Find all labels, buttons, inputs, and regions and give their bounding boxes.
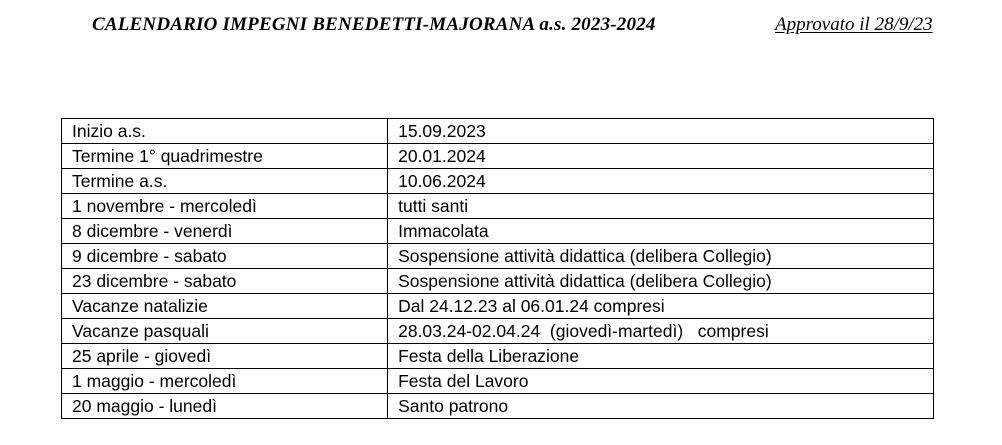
table-row	[62, 219, 934, 244]
row-label-cell: Vacanze natalizie	[62, 294, 388, 319]
table-row	[62, 344, 934, 369]
table-row	[62, 294, 934, 319]
calendar-table	[61, 118, 934, 419]
row-label-cell: 1 maggio - mercoledì	[62, 369, 388, 394]
approval-note: Approvato il 28/9/23	[775, 14, 933, 35]
row-value-cell: Festa del Lavoro	[388, 369, 934, 394]
table-row	[62, 169, 934, 194]
row-label-cell: 8 dicembre - venerdì	[62, 219, 388, 244]
calendar-table-body	[62, 119, 934, 419]
row-value-cell: tutti santi	[388, 194, 934, 219]
row-value-cell: Festa della Liberazione	[388, 344, 934, 369]
table-row	[62, 369, 934, 394]
table-row	[62, 194, 934, 219]
table-row	[62, 144, 934, 169]
table-row	[62, 119, 934, 144]
row-value-cell: 10.06.2024	[388, 169, 934, 194]
row-label-cell: 1 novembre - mercoledì	[62, 194, 388, 219]
table-row	[62, 319, 934, 344]
row-value-cell: Sospensione attività didattica (delibera Collegio)	[388, 244, 934, 269]
row-label-cell: Vacanze pasquali	[62, 319, 388, 344]
row-label-cell: Termine a.s.	[62, 169, 388, 194]
row-label-cell: 20 maggio - lunedì	[62, 394, 388, 419]
document-header	[92, 14, 992, 44]
row-value-cell: 20.01.2024	[388, 144, 934, 169]
row-label-cell: 23 dicembre - sabato	[62, 269, 388, 294]
row-value-cell: Sospensione attività didattica (delibera Collegio)	[388, 269, 934, 294]
table-row	[62, 244, 934, 269]
row-value-cell: Dal 24.12.23 al 06.01.24 compresi	[388, 294, 934, 319]
document-title: CALENDARIO IMPEGNI BENEDETTI-MAJORANA a.s. 2023-2024	[92, 14, 656, 35]
row-label-cell: Inizio a.s.	[62, 119, 388, 144]
row-value-cell: 15.09.2023	[388, 119, 934, 144]
row-value-cell: Immacolata	[388, 219, 934, 244]
row-value-cell: 28.03.24-02.04.24 (giovedì-martedì) compresi	[388, 319, 934, 344]
table-row	[62, 269, 934, 294]
row-value-cell: Santo patrono	[388, 394, 934, 419]
row-label-cell: Termine 1° quadrimestre	[62, 144, 388, 169]
row-label-cell: 9 dicembre - sabato	[62, 244, 388, 269]
row-label-cell: 25 aprile - giovedì	[62, 344, 388, 369]
table-row	[62, 394, 934, 419]
